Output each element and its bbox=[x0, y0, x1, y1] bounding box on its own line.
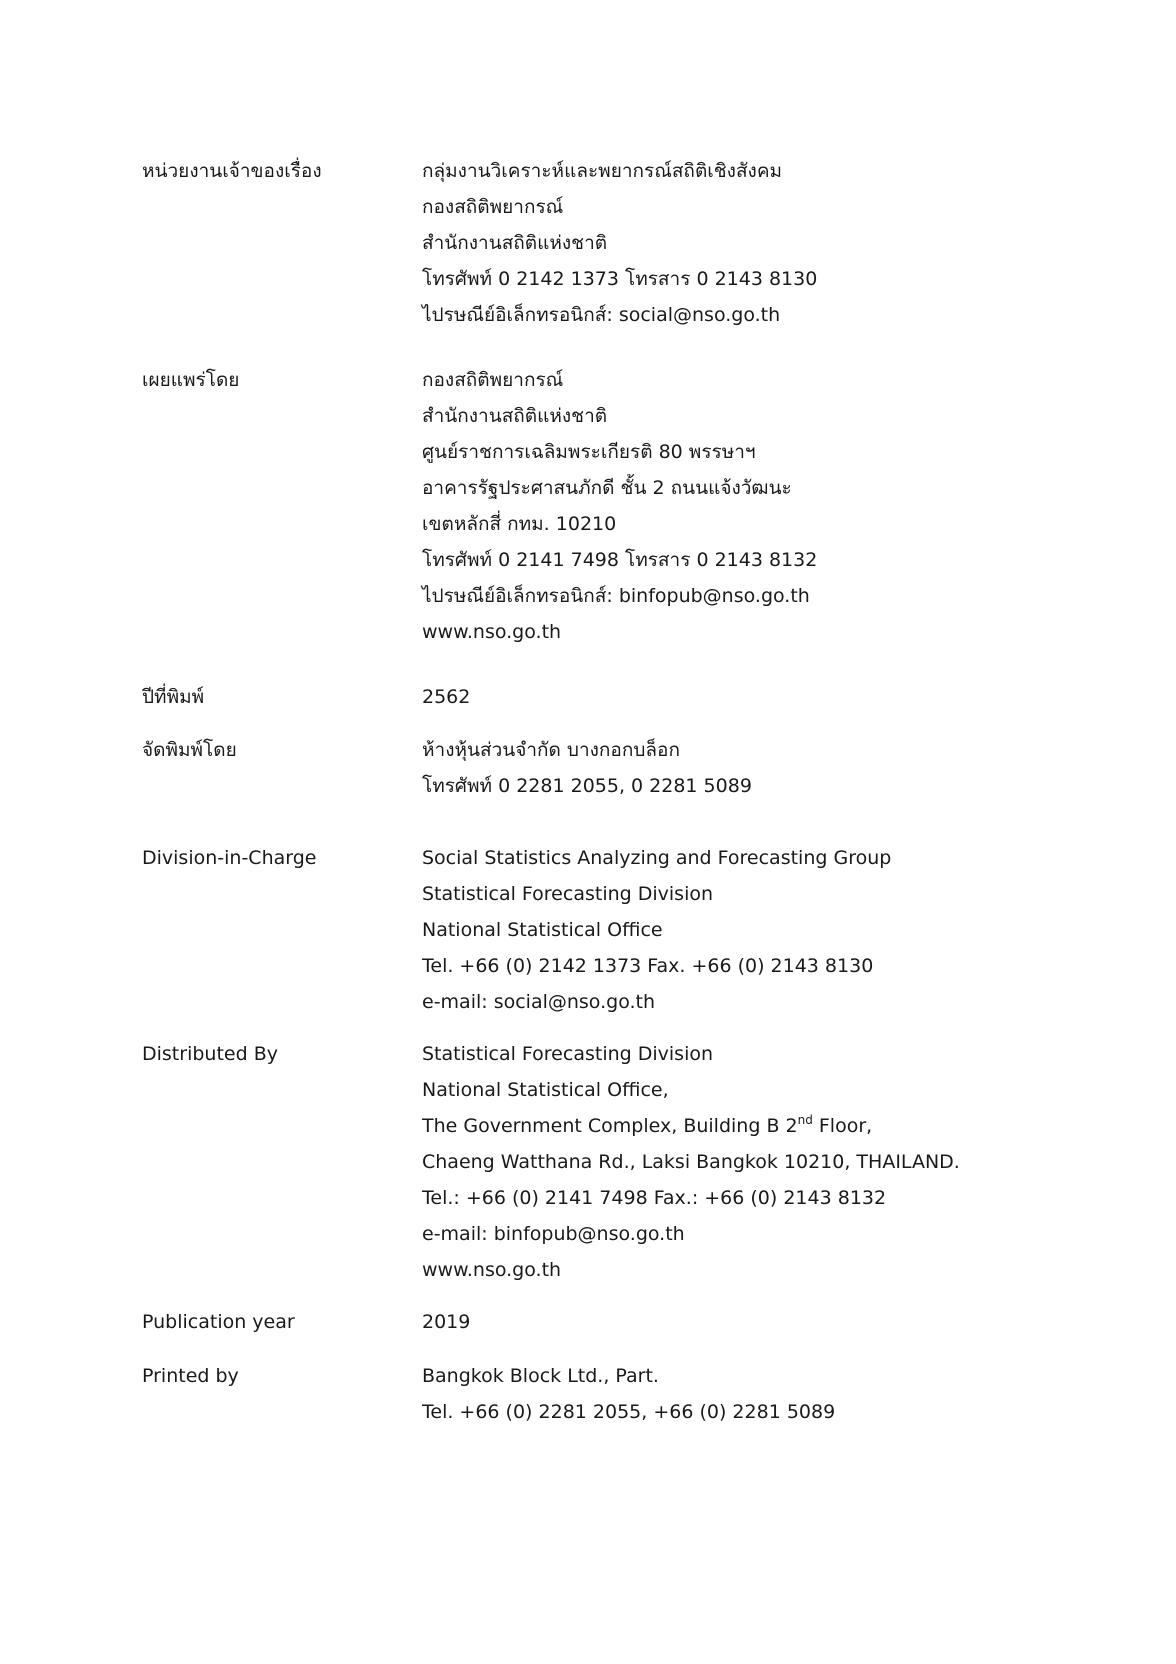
thai-year-value: 2562 bbox=[422, 686, 471, 708]
thai-distributed-label: เผยแพร่โดย bbox=[142, 369, 240, 391]
english-distributed-lines bbox=[422, 1036, 960, 1288]
thai-distributed-website: www.nso.go.th bbox=[422, 621, 562, 643]
thai-year-lines bbox=[422, 679, 470, 715]
english-distributed-line: National Statistical Office, bbox=[422, 1079, 669, 1101]
thai-distributed-line: เขตหลักสี่ กทม. 10210 bbox=[422, 513, 617, 535]
thai-division-line: กลุ่มงานวิเคราะห์และพยากรณ์สถิติเชิงสังคม bbox=[422, 160, 783, 182]
english-distributed-line: Chaeng Watthana Rd., Laksi Bangkok 10210, THAILAND. bbox=[422, 1151, 960, 1173]
english-division-line: National Statistical Office bbox=[422, 919, 663, 941]
english-division-email: e-mail: social@nso.go.th bbox=[422, 991, 656, 1013]
english-distributed-line: Tel.: +66 (0) 2141 7498 Fax.: +66 (0) 2143 8132 bbox=[422, 1187, 887, 1209]
english-year-lines bbox=[422, 1304, 470, 1340]
ordinal-suffix: nd bbox=[797, 1113, 813, 1127]
english-printed-line: Tel. +66 (0) 2281 2055, +66 (0) 2281 5089 bbox=[422, 1401, 836, 1423]
thai-printed-line: ห้างหุ้นส่วนจำกัด บางกอกบล็อก bbox=[422, 739, 680, 761]
thai-division-line: โทรศัพท์ 0 2142 1373 โทรสาร 0 2143 8130 bbox=[422, 268, 818, 290]
thai-distributed-line: ศูนย์ราชการเฉลิมพระเกียรติ 80 พรรษาฯ bbox=[422, 441, 756, 463]
english-printed-label: Printed by bbox=[142, 1365, 239, 1387]
english-printed-lines bbox=[422, 1358, 835, 1430]
english-distributed-email: e-mail: binfopub@nso.go.th bbox=[422, 1223, 685, 1245]
english-division-line: Statistical Forecasting Division bbox=[422, 883, 714, 905]
english-printed-line: Bangkok Block Ltd., Part. bbox=[422, 1365, 659, 1387]
thai-distributed-line: กองสถิติพยากรณ์ bbox=[422, 369, 564, 391]
english-division-line: Tel. +66 (0) 2142 1373 Fax. +66 (0) 2143 8130 bbox=[422, 955, 874, 977]
thai-distributed-line: สำนักงานสถิติแห่งชาติ bbox=[422, 405, 608, 427]
address-building-text: The Government Complex, Building B 2 bbox=[422, 1115, 798, 1137]
thai-division-line: กองสถิติพยากรณ์ bbox=[422, 196, 564, 218]
thai-division-line: สำนักงานสถิติแห่งชาติ bbox=[422, 232, 608, 254]
english-year-label: Publication year bbox=[142, 1311, 295, 1333]
thai-year-label: ปีที่พิมพ์ bbox=[142, 686, 205, 708]
english-distributed-line: Statistical Forecasting Division bbox=[422, 1043, 714, 1065]
english-division-lines bbox=[422, 840, 891, 1020]
thai-distributed-line: โทรศัพท์ 0 2141 7498 โทรสาร 0 2143 8132 bbox=[422, 549, 818, 571]
english-distributed-website: www.nso.go.th bbox=[422, 1259, 562, 1281]
thai-distributed-lines bbox=[422, 362, 817, 650]
thai-division-lines bbox=[422, 153, 817, 333]
thai-printed-line: โทรศัพท์ 0 2281 2055, 0 2281 5089 bbox=[422, 775, 752, 797]
english-distributed-address-line bbox=[422, 1108, 960, 1144]
address-floor-text: Floor, bbox=[812, 1115, 873, 1137]
english-year-value: 2019 bbox=[422, 1311, 471, 1333]
english-division-label: Division-in-Charge bbox=[142, 847, 317, 869]
thai-distributed-line: อาคารรัฐประศาสนภักดี ชั้น 2 ถนนแจ้งวัฒนะ bbox=[422, 477, 792, 499]
english-division-line: Social Statistics Analyzing and Forecasting Group bbox=[422, 847, 892, 869]
thai-printed-lines bbox=[422, 732, 752, 804]
thai-division-label: หน่วยงานเจ้าของเรื่อง bbox=[142, 160, 322, 182]
thai-printed-label: จัดพิมพ์โดย bbox=[142, 739, 237, 761]
thai-distributed-email: ไปรษณีย์อิเล็กทรอนิกส์: binfopub@nso.go.th bbox=[422, 585, 810, 607]
thai-division-email: ไปรษณีย์อิเล็กทรอนิกส์: social@nso.go.th bbox=[422, 304, 781, 326]
english-distributed-label: Distributed By bbox=[142, 1043, 278, 1065]
